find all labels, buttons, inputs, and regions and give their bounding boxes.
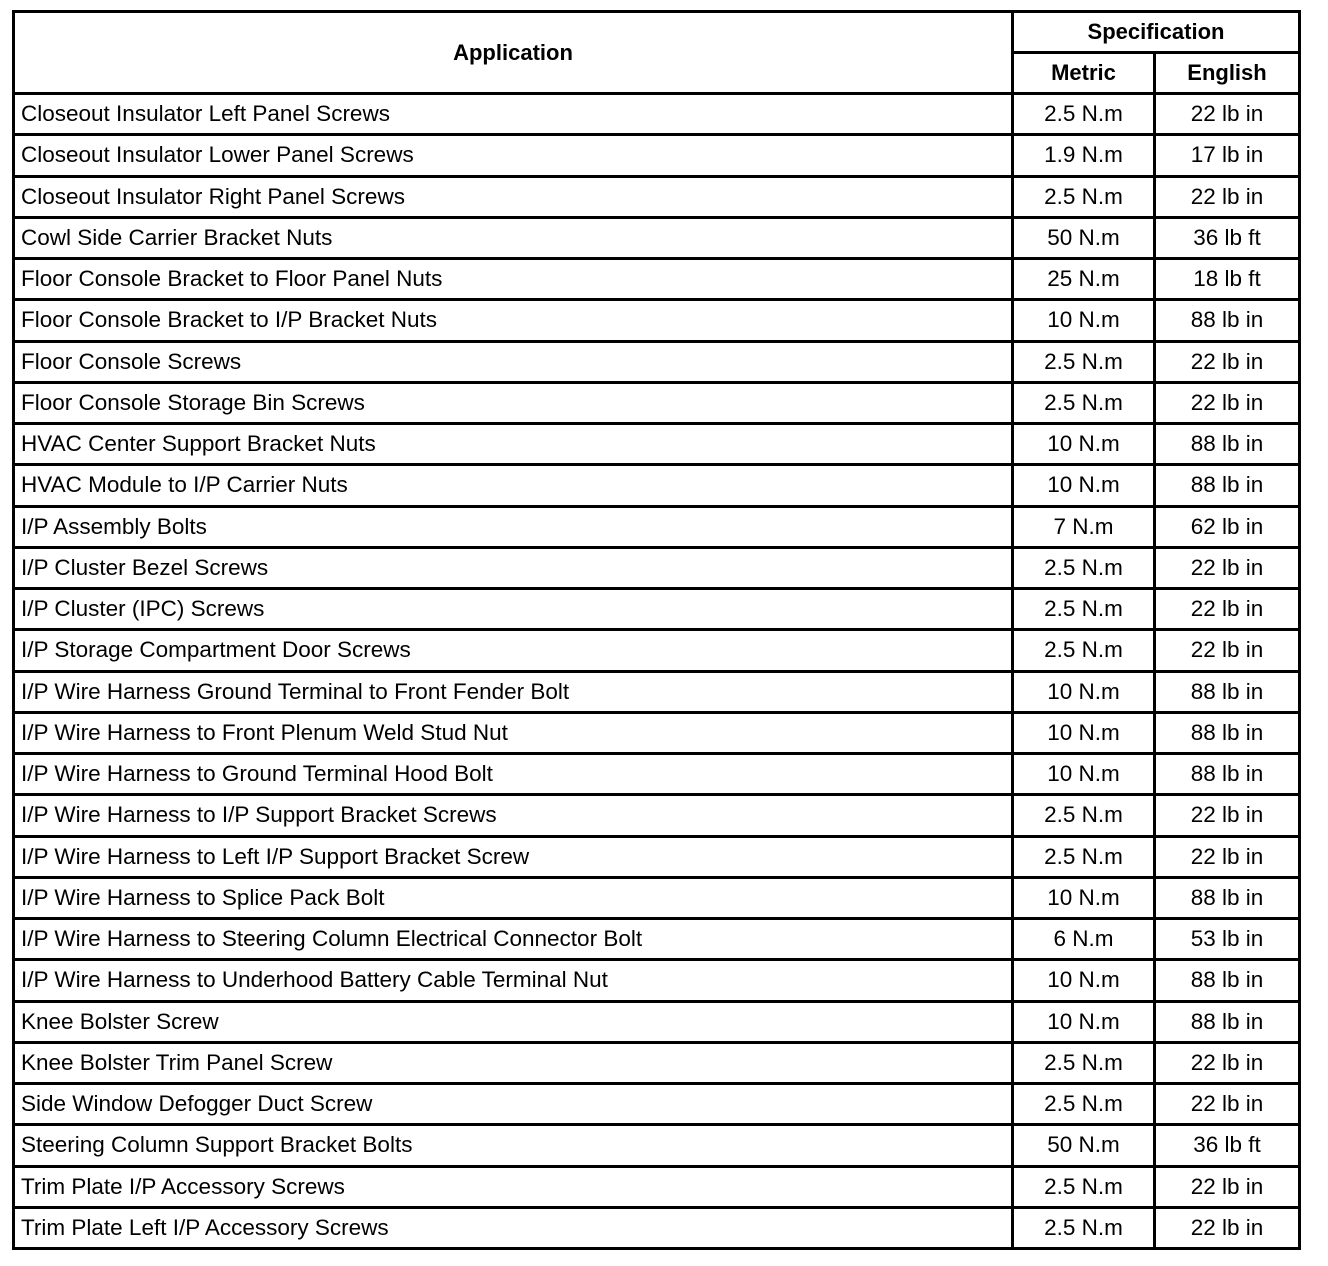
metric-value-cell: 10 N.m xyxy=(1013,877,1155,918)
metric-value-cell: 25 N.m xyxy=(1013,259,1155,300)
table-row xyxy=(14,1207,1300,1248)
english-value-cell: 36 lb ft xyxy=(1155,1125,1300,1166)
metric-value-cell: 2.5 N.m xyxy=(1013,1084,1155,1125)
table-row xyxy=(14,630,1300,671)
english-value-cell: 88 lb in xyxy=(1155,465,1300,506)
english-value-cell: 88 lb in xyxy=(1155,1001,1300,1042)
metric-value-cell: 2.5 N.m xyxy=(1013,547,1155,588)
table-row xyxy=(14,176,1300,217)
table-row xyxy=(14,424,1300,465)
application-cell: Side Window Defogger Duct Screw xyxy=(14,1084,1013,1125)
table-row xyxy=(14,589,1300,630)
application-cell: Floor Console Bracket to I/P Bracket Nuts xyxy=(14,300,1013,341)
specification-group-header: Specification xyxy=(1013,12,1300,53)
metric-value-cell: 2.5 N.m xyxy=(1013,630,1155,671)
metric-value-cell: 2.5 N.m xyxy=(1013,94,1155,135)
metric-value-cell: 10 N.m xyxy=(1013,1001,1155,1042)
metric-value-cell: 50 N.m xyxy=(1013,1125,1155,1166)
header-row-top xyxy=(14,12,1300,53)
table-row xyxy=(14,877,1300,918)
metric-value-cell: 10 N.m xyxy=(1013,465,1155,506)
metric-value-cell: 6 N.m xyxy=(1013,919,1155,960)
metric-value-cell: 2.5 N.m xyxy=(1013,1042,1155,1083)
application-cell: I/P Wire Harness to Steering Column Electrical Connector Bolt xyxy=(14,919,1013,960)
application-cell: Trim Plate I/P Accessory Screws xyxy=(14,1166,1013,1207)
application-cell: Cowl Side Carrier Bracket Nuts xyxy=(14,217,1013,258)
metric-value-cell: 10 N.m xyxy=(1013,300,1155,341)
english-value-cell: 17 lb in xyxy=(1155,135,1300,176)
english-value-cell: 88 lb in xyxy=(1155,424,1300,465)
english-value-cell: 88 lb in xyxy=(1155,754,1300,795)
table-row xyxy=(14,506,1300,547)
english-value-cell: 88 lb in xyxy=(1155,300,1300,341)
english-value-cell: 22 lb in xyxy=(1155,1166,1300,1207)
application-column-header: Application xyxy=(14,12,1013,94)
table-row xyxy=(14,919,1300,960)
metric-value-cell: 10 N.m xyxy=(1013,671,1155,712)
application-cell: Floor Console Bracket to Floor Panel Nuts xyxy=(14,259,1013,300)
application-cell: I/P Cluster (IPC) Screws xyxy=(14,589,1013,630)
english-value-cell: 22 lb in xyxy=(1155,630,1300,671)
english-value-cell: 88 lb in xyxy=(1155,712,1300,753)
application-cell: I/P Wire Harness to Ground Terminal Hood Bolt xyxy=(14,754,1013,795)
application-cell: I/P Wire Harness to Front Plenum Weld Stud Nut xyxy=(14,712,1013,753)
metric-value-cell: 10 N.m xyxy=(1013,754,1155,795)
table-header xyxy=(14,12,1300,94)
english-value-cell: 22 lb in xyxy=(1155,341,1300,382)
table-row xyxy=(14,135,1300,176)
table-row xyxy=(14,341,1300,382)
english-value-cell: 22 lb in xyxy=(1155,589,1300,630)
english-value-cell: 22 lb in xyxy=(1155,382,1300,423)
metric-value-cell: 2.5 N.m xyxy=(1013,176,1155,217)
application-cell: Steering Column Support Bracket Bolts xyxy=(14,1125,1013,1166)
english-value-cell: 22 lb in xyxy=(1155,795,1300,836)
table-row xyxy=(14,754,1300,795)
english-value-cell: 22 lb in xyxy=(1155,836,1300,877)
metric-value-cell: 2.5 N.m xyxy=(1013,341,1155,382)
metric-value-cell: 1.9 N.m xyxy=(1013,135,1155,176)
application-cell: I/P Wire Harness to I/P Support Bracket Screws xyxy=(14,795,1013,836)
english-value-cell: 22 lb in xyxy=(1155,547,1300,588)
table-row xyxy=(14,1042,1300,1083)
table-row xyxy=(14,1125,1300,1166)
english-value-cell: 36 lb ft xyxy=(1155,217,1300,258)
metric-value-cell: 7 N.m xyxy=(1013,506,1155,547)
application-cell: I/P Assembly Bolts xyxy=(14,506,1013,547)
metric-value-cell: 10 N.m xyxy=(1013,424,1155,465)
application-cell: Knee Bolster Trim Panel Screw xyxy=(14,1042,1013,1083)
english-value-cell: 22 lb in xyxy=(1155,1084,1300,1125)
table-row xyxy=(14,836,1300,877)
metric-value-cell: 50 N.m xyxy=(1013,217,1155,258)
english-value-cell: 88 lb in xyxy=(1155,877,1300,918)
application-cell: Closeout Insulator Left Panel Screws xyxy=(14,94,1013,135)
application-cell: HVAC Module to I/P Carrier Nuts xyxy=(14,465,1013,506)
metric-value-cell: 2.5 N.m xyxy=(1013,836,1155,877)
metric-value-cell: 10 N.m xyxy=(1013,960,1155,1001)
english-value-cell: 22 lb in xyxy=(1155,94,1300,135)
english-column-header: English xyxy=(1155,53,1300,94)
application-cell: Closeout Insulator Right Panel Screws xyxy=(14,176,1013,217)
english-value-cell: 18 lb ft xyxy=(1155,259,1300,300)
metric-value-cell: 2.5 N.m xyxy=(1013,382,1155,423)
table-row xyxy=(14,960,1300,1001)
table-row xyxy=(14,1084,1300,1125)
english-value-cell: 22 lb in xyxy=(1155,1042,1300,1083)
table-row xyxy=(14,94,1300,135)
application-cell: Knee Bolster Screw xyxy=(14,1001,1013,1042)
english-value-cell: 22 lb in xyxy=(1155,176,1300,217)
torque-specification-table xyxy=(12,10,1301,1250)
table-row xyxy=(14,217,1300,258)
table-body xyxy=(14,94,1300,1249)
table-row xyxy=(14,1166,1300,1207)
metric-column-header: Metric xyxy=(1013,53,1155,94)
application-cell: I/P Wire Harness to Left I/P Support Bracket Screw xyxy=(14,836,1013,877)
application-cell: HVAC Center Support Bracket Nuts xyxy=(14,424,1013,465)
application-cell: I/P Wire Harness Ground Terminal to Front Fender Bolt xyxy=(14,671,1013,712)
table-row xyxy=(14,300,1300,341)
table-row xyxy=(14,712,1300,753)
english-value-cell: 88 lb in xyxy=(1155,960,1300,1001)
metric-value-cell: 10 N.m xyxy=(1013,712,1155,753)
table-row xyxy=(14,1001,1300,1042)
english-value-cell: 62 lb in xyxy=(1155,506,1300,547)
table-row xyxy=(14,547,1300,588)
english-value-cell: 22 lb in xyxy=(1155,1207,1300,1248)
metric-value-cell: 2.5 N.m xyxy=(1013,1166,1155,1207)
application-cell: I/P Wire Harness to Splice Pack Bolt xyxy=(14,877,1013,918)
table-row xyxy=(14,671,1300,712)
table-row xyxy=(14,795,1300,836)
english-value-cell: 53 lb in xyxy=(1155,919,1300,960)
metric-value-cell: 2.5 N.m xyxy=(1013,589,1155,630)
metric-value-cell: 2.5 N.m xyxy=(1013,1207,1155,1248)
table-row xyxy=(14,465,1300,506)
application-cell: Floor Console Screws xyxy=(14,341,1013,382)
table-row xyxy=(14,382,1300,423)
english-value-cell: 88 lb in xyxy=(1155,671,1300,712)
application-cell: I/P Cluster Bezel Screws xyxy=(14,547,1013,588)
metric-value-cell: 2.5 N.m xyxy=(1013,795,1155,836)
application-cell: I/P Wire Harness to Underhood Battery Cable Terminal Nut xyxy=(14,960,1013,1001)
application-cell: Trim Plate Left I/P Accessory Screws xyxy=(14,1207,1013,1248)
application-cell: I/P Storage Compartment Door Screws xyxy=(14,630,1013,671)
application-cell: Floor Console Storage Bin Screws xyxy=(14,382,1013,423)
table-row xyxy=(14,259,1300,300)
application-cell: Closeout Insulator Lower Panel Screws xyxy=(14,135,1013,176)
